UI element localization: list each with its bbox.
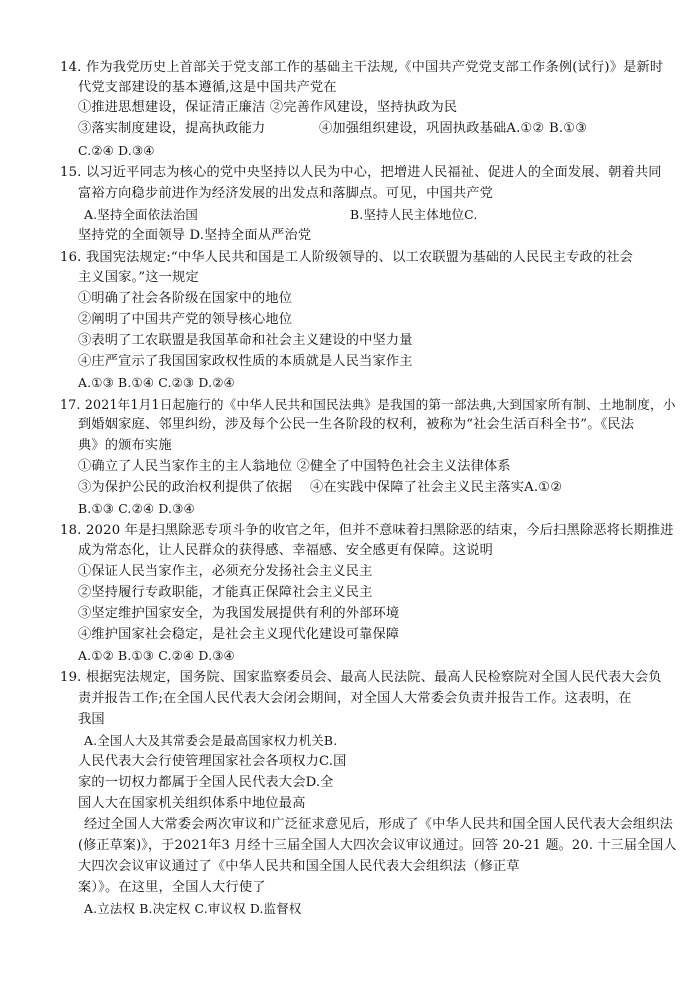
- q19-line-4: A.全国人大及其常委会是最高国家权力机关B.: [84, 733, 338, 748]
- q17-line-1: 17. 2021年1月1日起施行的《中华人民共和国民法典》是我国的第一部法典,大到国家所有制、土地制度，小: [60, 397, 676, 412]
- q19-line-1: 19. 根据宪法规定，国务院、国家监察委员会、最高人民法院、最高人民检察院对全国人民代表大会负: [60, 670, 662, 685]
- q16-line-4: ②阐明了中国共产党的领导核心地位: [78, 312, 293, 327]
- q16-line-2: 主义国家。”这一规定: [78, 270, 199, 285]
- q20-passage-line-1: 经过全国人大常委会两次审议和广泛征求意见后，形成了《中华人民共和国全国人民代表大会组织法: [84, 817, 674, 832]
- q16-line-6: ④庄严宣示了我国国家政权性质的本质就是人民当家作主: [78, 354, 413, 369]
- q19-line-7: 国人大在国家机关组织体系中地位最高: [78, 796, 306, 811]
- q18-line-5: ③坚定维护国家安全，为我国发展提供有利的外部环境: [78, 606, 400, 621]
- q16-line-5: ③表明了工农联盟是我国革命和社会主义建设的中坚力量: [78, 333, 413, 348]
- q14-line-4: ③落实制度建设，提高执政能力 ④加强组织建设，巩固执政基础A.①② B.①③: [78, 121, 588, 136]
- q20-line-4: 案）》。在这里，全国人大行使了: [78, 880, 266, 895]
- q20-line-3: 大四次会议审议通过了《中华人民共和国全国人民代表大会组织法（修正草: [78, 859, 520, 874]
- q14-line-1: 14. 作为我党历史上首部关于党支部工作的基础主干法规,《中国共产党党支部工作条例(试行)》是新时: [60, 60, 664, 75]
- q17-line-3: 典》的颁布实施: [78, 438, 172, 453]
- q18-line-6: ④维护国家社会稳定，是社会主义现代化建设可靠保障: [78, 627, 400, 642]
- q15-line-3a: A.坚持全面依法治国: [84, 207, 199, 222]
- q19-line-3: 我国: [78, 712, 105, 727]
- q15-line-3b: B.坚持人民主体地位C.: [350, 207, 478, 222]
- q18-line-7: A.①② B.①③ C.②④ D.③④: [78, 648, 235, 663]
- q15-line-2: 富裕方向稳步前进作为经济发展的出发点和落脚点。可见，中国共产党: [78, 186, 494, 201]
- q20-line-5: A.立法权 B.决定权 C.审议权 D.监督权: [84, 901, 302, 916]
- q18-line-2: 成为常态化，让人民群众的获得感、幸福感、安全感更有保障。这说明: [78, 543, 494, 558]
- q14-line-5: C.②④ D.③④: [78, 143, 155, 158]
- q17-line-4: ①确立了人民当家作主的主人翁地位 ②健全了中国特色社会主义法律体系: [78, 459, 511, 474]
- q14-line-3: ①推进思想建设，保证清正廉洁 ②完善作风建设，坚持执政为民: [78, 100, 458, 115]
- q19-line-5: 人民代表大会行使管理国家社会各项权力C.国: [78, 754, 347, 769]
- q18-line-1: 18. 2020 年是扫黑除恶专项斗争的收官之年，但并不意味着扫黑除恶的结束，今后扫黑除恶将长期推进: [60, 523, 674, 538]
- q17-line-2: 到婚姻家庭、邻里纠纷，涉及每个公民一生各阶段的权利，被称为“社会生活百科全书”。《民法: [78, 417, 635, 432]
- q17-line-5: ③为保护公民的政治权利提供了依据 ④在实践中保障了社会主义民主落实A.①②: [78, 480, 563, 495]
- q19-line-6: 家的一切权力都属于全国人民代表大会D.全: [78, 775, 334, 790]
- q19-line-2: 责并报告工作;在全国人民代表大会闭会期间，对全国人大常委会负责并报告工作。这表明，在: [78, 691, 632, 706]
- q16-line-3: ①明确了社会各阶级在国家中的地位: [78, 291, 293, 306]
- q18-line-4: ②坚持履行专政职能，才能真正保障社会主义民主: [78, 585, 373, 600]
- q18-line-3: ①保证人民当家作主，必须充分发扬社会主义民主: [78, 564, 373, 579]
- q15-line-1: 15. 以习近平同志为核心的党中央坚持以人民为中心，把增进人民福祉、促进人的全面发展、朝着共同: [60, 165, 662, 180]
- q17-line-6: B.①③ C.②④ D.③④: [78, 501, 195, 516]
- q15-line-4: 坚持党的全面领导 D.坚持全面从严治党: [78, 228, 312, 243]
- q16-line-7: A.①③ B.①④ C.②③ D.②④: [78, 375, 235, 390]
- q20-passage-line-2: (修正草案)》，于2021年3 月经十三届全国人大四次会议审议通过。回答 20-21 题。20. 十三届全国人: [78, 838, 677, 853]
- q16-line-1: 16. 我国宪法规定:“中华人民共和国是工人阶级领导的、以工农联盟为基础的人民民主专政的社会: [60, 250, 634, 265]
- q14-line-2: 代党支部建设的基本遵循,这是中国共产党在: [78, 80, 337, 95]
